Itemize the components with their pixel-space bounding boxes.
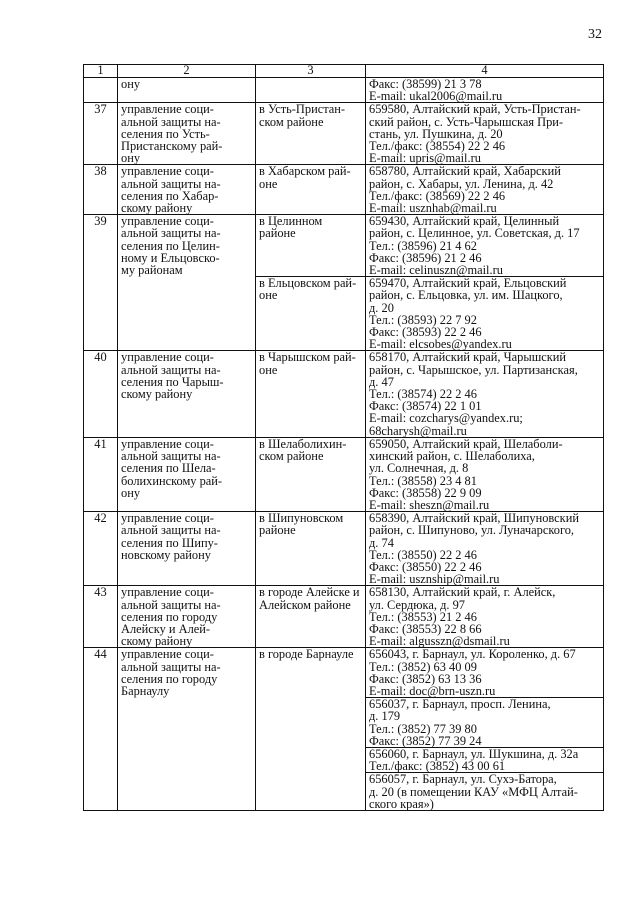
contact-details: 658390, Алтайский край, Шипуновский район, с. Шипуново, ул. Луначарского, д. 74 Тел.: (38550) 22 2 46 Факс: (38550) 22 2 46 E-mail: usznship@mail.ru [366,512,604,586]
department-name: управление соци- альной защиты на- селения по городу Алейску и Алей- скому району [118,586,256,648]
column-header: 3 [256,65,366,78]
contact-details: 656057, г. Барнаул, ул. Сухэ-Батора, д. 20 (в помещении КАУ «МФЦ Алтай- ского края») [366,773,604,811]
service-area: в Ельцовском рай- оне [256,277,366,351]
contact-details: 658170, Алтайский край, Чарышский район, с. Чарышское, ул. Партизанская, д. 47 Тел.: (38574) 22 2 46 Факс: (38574) 22 1 01 E-mail: cozcharys@yandex.ru; 68charysh@mail.ru [366,351,604,437]
department-name: управление соци- альной защиты на- селения по Хабар- скому району [118,165,256,215]
table-row [84,437,604,511]
service-area: в Хабарском рай- оне [256,165,366,215]
department-name: управление соци- альной защиты на- селения по Шела- болихинскому рай- ону [118,437,256,511]
contact-details: 658780, Алтайский край, Хабарский район, с. Хабары, ул. Ленина, д. 42 Тел./факс: (38569) 22 2 46 E-mail: usznhab@mail.ru [366,165,604,215]
service-area [256,78,366,103]
department-name: управление соци- альной защиты на- селения по Шипу- новскому району [118,512,256,586]
row-number: 41 [84,437,118,511]
service-area: в Шипуновском районе [256,512,366,586]
row-number: 37 [84,103,118,165]
column-header: 4 [366,65,604,78]
service-area: в Усть-Пристан- ском районе [256,103,366,165]
department-name: управление соци- альной защиты на- селения по Целин- ному и Ельцовско- му районам [118,215,256,351]
row-number: 43 [84,586,118,648]
row-number: 40 [84,351,118,437]
table-row [84,648,604,698]
column-header: 2 [118,65,256,78]
contact-details: 659430, Алтайский край, Целинный район, с. Целинное, ул. Советская, д. 17 Тел.: (38596) 21 4 62 Факс: (38596) 21 2 46 E-mail: celinuszn@mail.ru [366,215,604,277]
page-number: 32 [588,27,602,42]
contacts-table [83,64,604,811]
service-area: в Чарышском рай- оне [256,351,366,437]
row-number: 38 [84,165,118,215]
table-row [84,351,604,437]
service-area: в Шелаболихин- ском районе [256,437,366,511]
row-number: 39 [84,215,118,351]
contact-details: 659580, Алтайский край, Усть-Пристан- ский район, с. Усть-Чарышская При- стань, ул. Пушкина, д. 20 Тел./факс: (38554) 22 2 46 E-mail: upris@mail.ru [366,103,604,165]
contact-details: 656060, г. Барнаул, ул. Шукшина, д. 32а Тел./факс: (3852) 43 00 61 [366,747,604,772]
contact-details: 659050, Алтайский край, Шелаболи- хинский район, с. Шелаболиха, ул. Солнечная, д. 8 Тел.: (38558) 23 4 81 Факс: (38558) 22 9 09 E-mail: sheszn@mail.ru [366,437,604,511]
table-row [84,103,604,165]
table-row [84,78,604,103]
department-name: управление соци- альной защиты на- селения по Усть- Пристанскому рай- ону [118,103,256,165]
table-header-row [84,65,604,78]
table-row [84,512,604,586]
department-name: ону [118,78,256,103]
row-number: 42 [84,512,118,586]
table-body [84,78,604,811]
column-header: 1 [84,65,118,78]
service-area: в Целинном районе [256,215,366,277]
contact-details: 656043, г. Барнаул, ул. Короленко, д. 67 Тел.: (3852) 63 40 09 Факс: (3852) 63 13 36 E-mail: doc@brn-uszn.ru [366,648,604,698]
contact-details: 656037, г. Барнаул, просп. Ленина, д. 179 Тел.: (3852) 77 39 80 Факс: (3852) 77 39 24 [366,698,604,748]
contact-details: 659470, Алтайский край, Ельцовский район, с. Ельцовка, ул. им. Шацкого, д. 20 Тел.: (38593) 22 7 92 Факс: (38593) 22 2 46 E-mail: elcsobes@yandex.ru [366,277,604,351]
table-row [84,165,604,215]
service-area: в городе Барнауле [256,648,366,811]
table-row [84,215,604,277]
row-number [84,78,118,103]
contact-details: Факс: (38599) 21 3 78 E-mail: ukal2006@mail.ru [366,78,604,103]
table-row [84,586,604,648]
row-number: 44 [84,648,118,811]
service-area: в городе Алейске и Алейском районе [256,586,366,648]
department-name: управление соци- альной защиты на- селения по городу Барнаулу [118,648,256,811]
department-name: управление соци- альной защиты на- селения по Чарыш- скому району [118,351,256,437]
contact-details: 658130, Алтайский край, г. Алейск, ул. Сердюка, д. 97 Тел.: (38553) 21 2 46 Факс: (38553) 22 8 66 E-mail: algusszn@dsmail.ru [366,586,604,648]
